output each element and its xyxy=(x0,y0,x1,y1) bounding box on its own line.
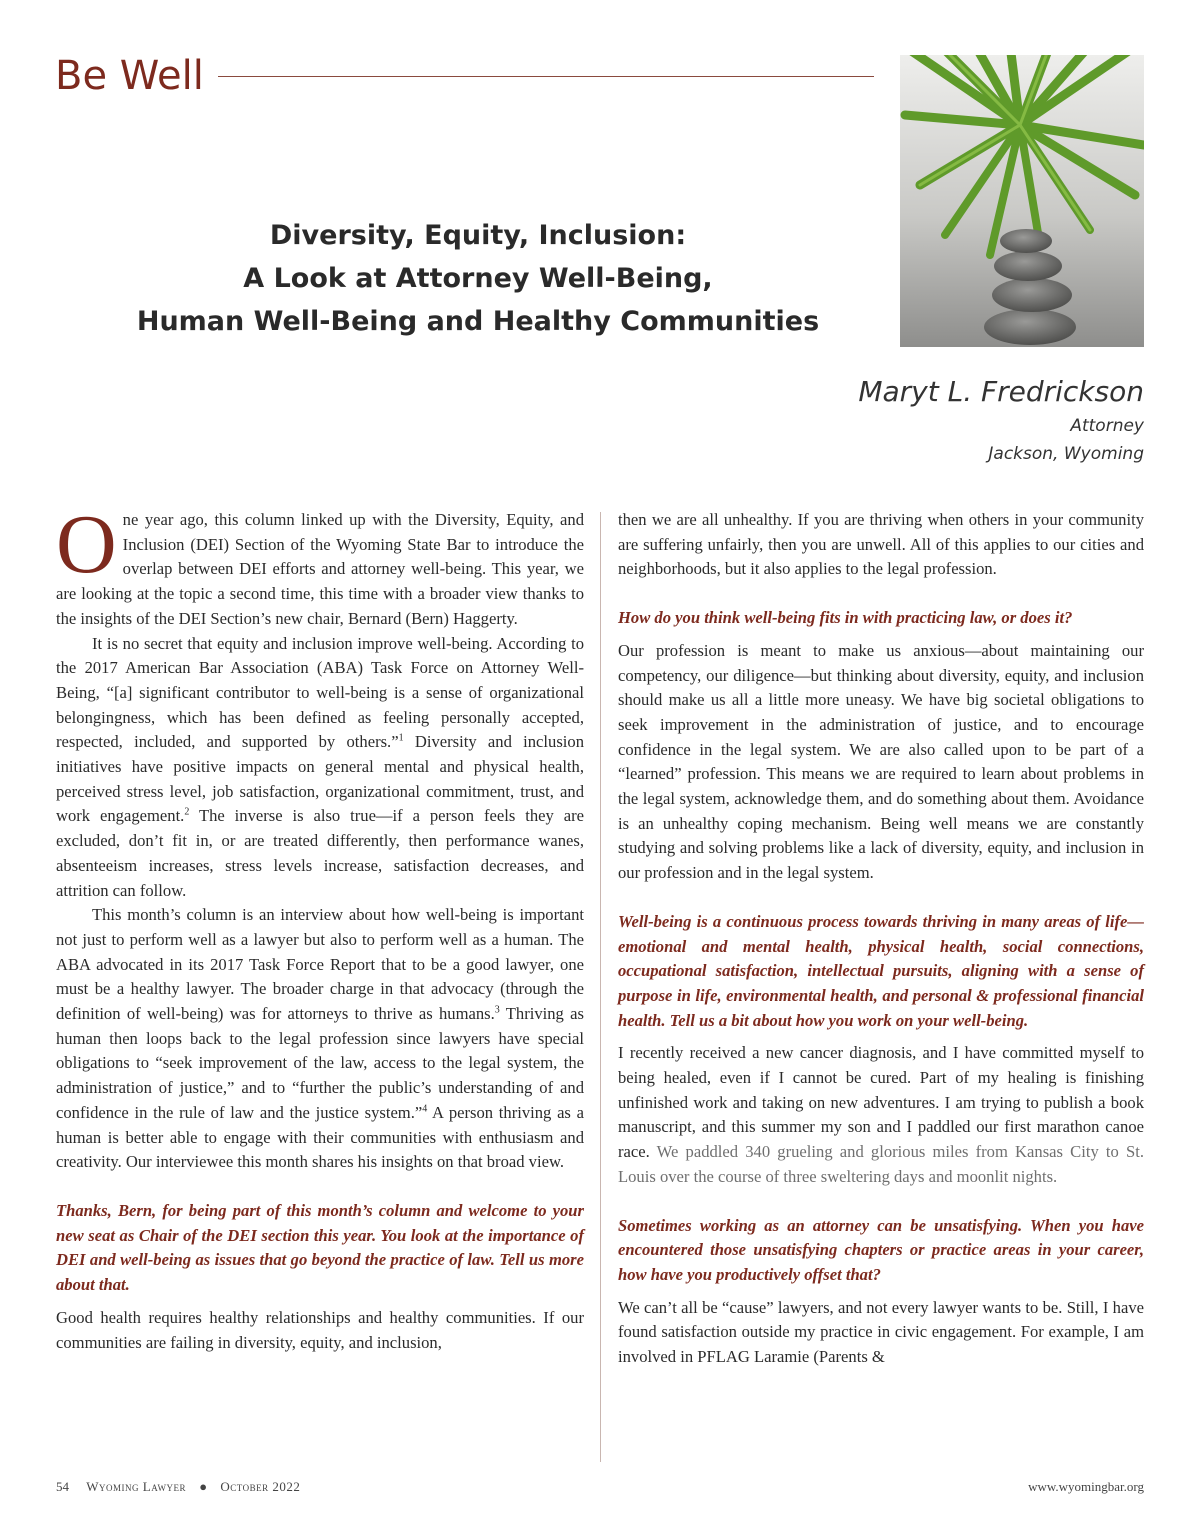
body-paragraph-2 xyxy=(56,632,584,904)
right-column xyxy=(618,508,1144,1370)
section-title: Be Well xyxy=(55,53,204,99)
interview-answer-1: Good health requires healthy relationships and healthy communities. If our communities are failing in diversity, equity, and inclusion, xyxy=(56,1307,584,1352)
byline xyxy=(858,372,1144,468)
interview-answer-4: We can’t all be “cause” lawyers, and not every lawyer wants to be. Still, I have found satisfaction outside my practice in civic engagement. For example, I am involved in PFLAG Laramie (Parents & xyxy=(618,1297,1144,1367)
publication-name: Wyoming Lawyer xyxy=(86,1479,186,1494)
footnote-ref-1: 1 xyxy=(398,732,404,744)
p2-text-a: It is no secret that equity and inclusion improve well-being. According to the 2017 American Bar Association (ABA) Task Force on Attorney Well-Being, “[a] significant contributor to well-being is a sense of organizational belongingness, which has been defined as feeling personally accepted, respected, included, and supported by others.” xyxy=(56,633,584,752)
footnote-ref-4: 4 xyxy=(422,1103,428,1115)
title-line-1: Diversity, Equity, Inclusion: xyxy=(269,220,687,251)
p3-text-c: A person thriving as a human is better able to engage with their communities with enthusiasm and creativity. Our interviewee this month shares his insights on that broad view. xyxy=(56,1102,584,1172)
column-divider xyxy=(600,512,601,1462)
p2-text-b: Diversity and inclusion initiatives have positive impacts on general mental and physical health, perceived stress level, job satisfaction, organizational commitment, trust, and work engagement. xyxy=(56,732,584,826)
p3-text-b: Thriving as human then loops back to the legal profession since lawyers have special obligations to “seek improvement of the law, access to the legal system, the administration of justice,” and to “further the public’s understanding of and confidence in the rule of law and the justice system.” xyxy=(56,1004,584,1122)
header-rule xyxy=(218,76,874,77)
drop-cap: O xyxy=(56,498,117,591)
a3-text-b: We paddled 340 grueling and glorious miles from Kansas City to St. Louis over the course of three sweltering days and moonlit nights. xyxy=(618,1142,1144,1186)
footnote-ref-3: 3 xyxy=(494,1004,500,1016)
intro-paragraph xyxy=(56,498,584,632)
interview-question-4: Sometimes working as an attorney can be unsatisfying. When you have encountered those unsatisfying chapters or practice areas in your career, how have you productively offset that? xyxy=(618,1215,1144,1284)
hero-image-stacked-stones xyxy=(900,55,1144,347)
page-number: 54 xyxy=(56,1479,69,1494)
article-title xyxy=(60,214,896,343)
author-role: Attorney xyxy=(1070,416,1144,436)
title-line-3: Human Well-Being and Healthy Communities xyxy=(136,306,820,337)
title-line-2: A Look at Attorney Well-Being, xyxy=(243,263,713,294)
issue-date: October 2022 xyxy=(220,1479,301,1494)
interview-question-1: Thanks, Bern, for being part of this month’s column and welcome to your new seat as Chair of the DEI section this year. You look at the importance of DEI and well-being as issues that go beyond the practice of law. Tell us more about that. xyxy=(56,1200,584,1295)
interview-answer-2: Our profession is meant to make us anxious—about maintaining our competency, our diligence—but thinking about diversity, equity, and inclusion should make us all a little more uneasy. We have big societal obligations to seek improvement in the administration of justice, and to encourage confidence in the legal system. We are also called upon to be part of a “learned” profession. This means we are required to learn about problems in the legal system, acknowledge them, and do something about them. Avoidance is an unhealthy coping mechanism. Being well means we are constantly studying and solving problems like a lack of diversity, equity, and inclusion in our profession and in the legal system. xyxy=(618,640,1144,883)
left-column xyxy=(56,498,584,1355)
intro-text: ne year ago, this column linked up with the Diversity, Equity, and Inclusion (DEI) Section of the Wyoming State Bar to introduce the overlap between DEI efforts and attorney well-being. This year, we are looking at the topic a second time, this time with a broader view thanks to the insights of the DEI Section’s new chair, Bernard (Bern) Haggerty. xyxy=(56,510,584,628)
author-location: Jackson, Wyoming xyxy=(988,444,1144,464)
p2-text-c: The inverse is also true—if a person feels they are excluded, don’t fit in, or are treated differently, then performance wanes, absenteeism increases, stress levels increase, satisfaction decreases, and attrition can follow. xyxy=(56,806,584,900)
interview-answer-3 xyxy=(618,1041,1144,1189)
footer-bullet: ● xyxy=(199,1479,208,1494)
a3-text-a: I recently received a new cancer diagnosis, and I have committed myself to being healed, even if I cannot be cured. Part of my healing is finishing unfinished work and taking on new adventures. I am trying to publish a book manuscript, and this summer my son and I paddled our first marathon canoe race. xyxy=(618,1043,1144,1162)
website-link[interactable]: www.wyomingbar.org xyxy=(1028,1479,1144,1494)
author-name: Maryt L. Fredrickson xyxy=(858,375,1144,408)
p3-text-a: This month’s column is an interview about how well-being is important not just to perform well as a lawyer but also to perform well as a human. The ABA advocated in its 2017 Task Force Report that to be a good lawyer, one must be a healthy lawyer. The broader charge in that advocacy (through the definition of well-being) was for attorneys to thrive as humans. xyxy=(56,905,584,1024)
footnote-ref-2: 2 xyxy=(184,806,190,818)
interview-question-3: Well-being is a continuous process towards thriving in many areas of life—emotional and mental health, physical health, social connections, occupational satisfaction, intellectual pursuits, aligning with a sense of purpose in life, environmental health, and personal & professional financial health. Tell us a bit about how you work on your well-being. xyxy=(618,911,1144,1030)
footer-left xyxy=(56,1479,300,1495)
interview-answer-1-continued: then we are all unhealthy. If you are thriving when others in your community are suffering unfairly, then you are unwell. All of this applies to our cities and neighborhoods, but it also applies to the legal profession. xyxy=(618,510,1144,579)
interview-question-2: How do you think well-being fits in with practicing law, or does it? xyxy=(618,608,1073,628)
body-paragraph-3 xyxy=(56,903,584,1175)
